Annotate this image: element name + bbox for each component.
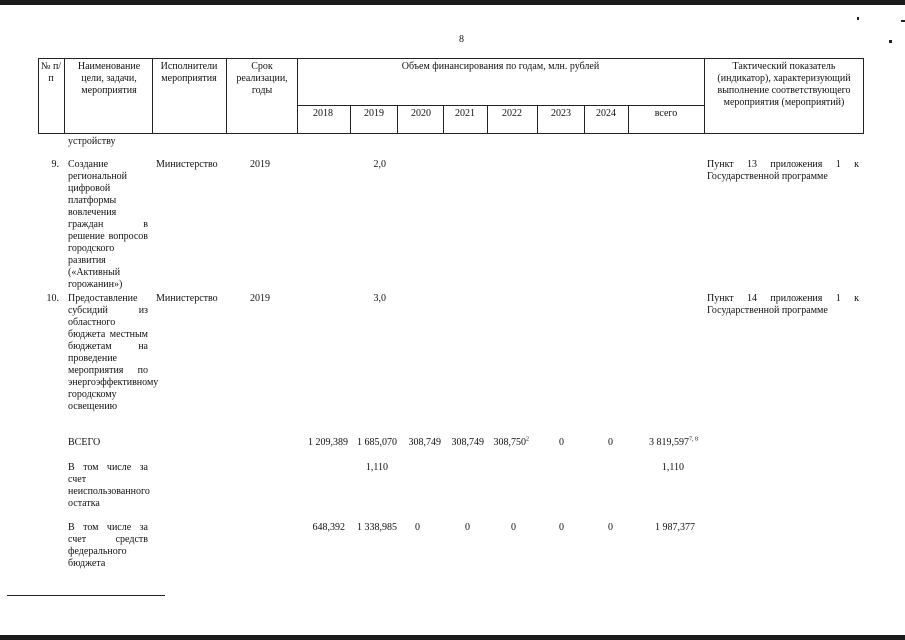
scan-edge-top bbox=[0, 0, 905, 5]
header-year-2019: 2019 bbox=[364, 108, 384, 119]
header-year-2022: 2022 bbox=[502, 108, 522, 119]
total-2019: 1 685,070 bbox=[357, 437, 397, 448]
total-2022: 308,750$^2$ bbox=[493, 436, 529, 448]
row-9-executor: Министерство bbox=[156, 159, 218, 170]
total-2023: 0 bbox=[559, 437, 564, 448]
scan-speck bbox=[901, 20, 905, 22]
row-9-2019: 2,0 bbox=[373, 159, 386, 170]
header-col-term: Срок реализации, годы bbox=[236, 61, 288, 96]
total-all: 3 819,597$^{7, 8}$ bbox=[649, 436, 698, 448]
federal-2019: 1 338,985 bbox=[357, 522, 397, 533]
federal-total: 1 987,377 bbox=[655, 522, 695, 533]
unused-label: В том числе за счет неиспользованного остатка bbox=[68, 462, 150, 509]
row-10-name: Предоставление субсидий из областного бюджета местным бюджетам на проведение мероприятия по энергоэффективному городскому освещению bbox=[68, 293, 159, 412]
total-2024: 0 bbox=[608, 437, 613, 448]
header-col-executors: Исполнители мероприятия bbox=[160, 61, 218, 84]
federal-2018: 648,392 bbox=[312, 522, 345, 533]
federal-2024: 0 bbox=[608, 522, 613, 533]
header-col-indicator: Тактический показатель (индикатор), характеризующий выполнение соответствующего мероприятия (мероприятий) bbox=[717, 61, 851, 108]
header-year-2020: 2020 bbox=[411, 108, 431, 119]
row-9-num: 9. bbox=[51, 159, 59, 170]
row-9-term: 2019 bbox=[250, 159, 270, 170]
footnote-separator bbox=[7, 595, 165, 596]
header-year-2023: 2023 bbox=[551, 108, 571, 119]
unused-total: 1,110 bbox=[661, 462, 684, 473]
unused-2019: 1,110 bbox=[365, 462, 388, 473]
header-year-2021: 2021 bbox=[455, 108, 475, 119]
row-10-executor: Министерство bbox=[156, 293, 218, 304]
scan-speck bbox=[857, 17, 859, 20]
scan-edge-bottom bbox=[0, 635, 905, 640]
federal-2023: 0 bbox=[559, 522, 564, 533]
header-col-num: № п/п bbox=[40, 61, 62, 84]
row-9-indicator: Пункт 13 приложения 1 к Государственной программе bbox=[707, 159, 859, 182]
total-2020: 308,749 bbox=[408, 437, 441, 448]
header-year-2018: 2018 bbox=[313, 108, 333, 119]
header-year-2024: 2024 bbox=[596, 108, 616, 119]
continued-name: устройству bbox=[68, 136, 116, 147]
row-9-name: Создание региональной цифровой платформы вовлечения граждан в решение вопросов городского развития («Активный горожанин») bbox=[68, 159, 148, 290]
federal-label: В том числе за счет средств федерального бюджета bbox=[68, 522, 148, 569]
page-number: 8 bbox=[459, 34, 464, 45]
row-10-term: 2019 bbox=[250, 293, 270, 304]
row-10-2019: 3,0 bbox=[373, 293, 386, 304]
row-10-indicator: Пункт 14 приложения 1 к Государственной программе bbox=[707, 293, 859, 316]
header-year-total: всего bbox=[654, 108, 678, 119]
federal-2020: 0 bbox=[415, 522, 420, 533]
row-10-num: 10. bbox=[46, 293, 59, 304]
federal-2021: 0 bbox=[465, 522, 470, 533]
header-col-name: Наименование цели, задачи, мероприятия bbox=[77, 61, 141, 96]
federal-2022: 0 bbox=[511, 522, 516, 533]
header-col-funding: Объем финансирования по годам, млн. рублей bbox=[401, 61, 600, 72]
total-2021: 308,749 bbox=[451, 437, 484, 448]
total-2018: 1 209,389 bbox=[308, 437, 348, 448]
total-label: ВСЕГО bbox=[68, 437, 101, 448]
scan-speck bbox=[889, 40, 892, 43]
